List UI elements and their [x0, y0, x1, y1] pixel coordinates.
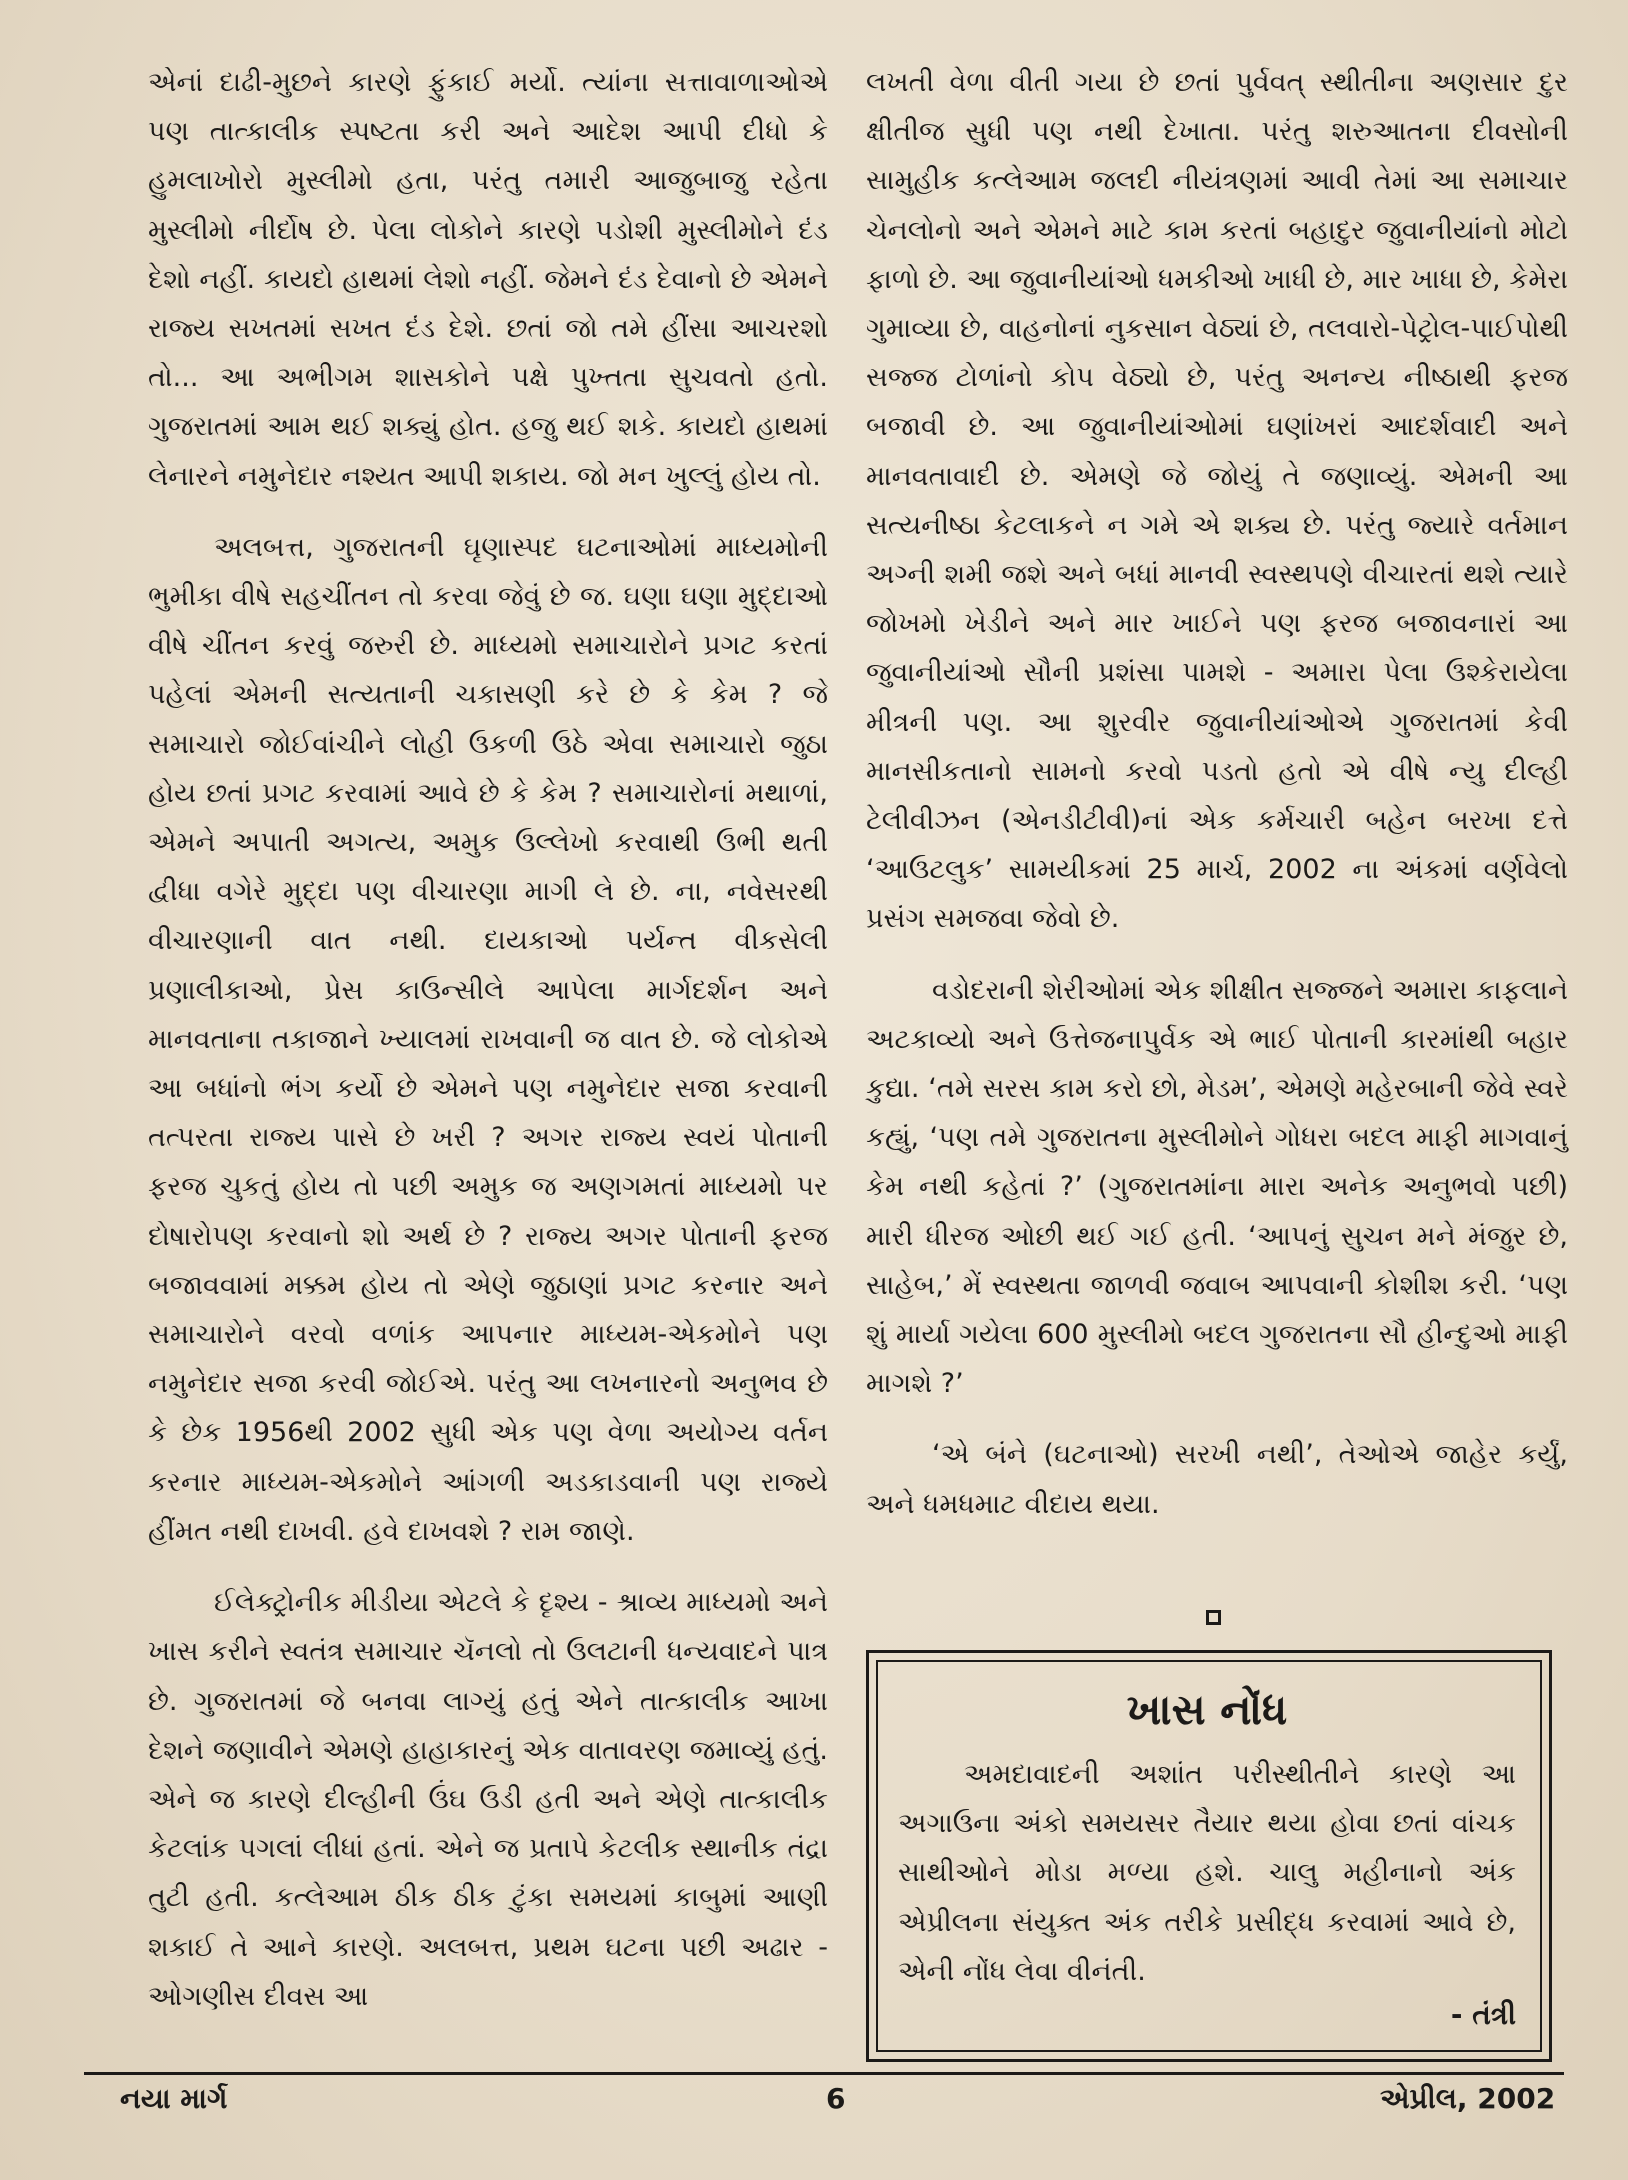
special-notice-body: અમદાવાદની અશાંત પરીસ્થીતીને કારણે આ અગાઉના અંકો સમયસર તૈયાર થયા હોવા છતાં વાંચક સાથીઓને મોડા મળ્યા હશે. ચાલુ મહીનાનો અંક એપ્રીલના સંયુક્ત અંક તરીકે પ્રસીદ્ધ કરવામાં આવે છે, એની નોંધ લેવા વીનંતી. [898, 1759, 1516, 1987]
left-paragraph-2: અલબત્ત, ગુજરાતની ઘૃણાસ્પદ ઘટનાઓમાં માધ્યમોની ભુમીકા વીષે સહચીંતન તો કરવા જેવું છે જ. ઘણા ઘણા મુદ્દાઓ વીષે ચીંતન કરવું જરુરી છે. માધ્યમો સમાચારોને પ્રગટ કરતાં પહેલાં એમની સત્યતાની ચકાસણી કરે છે કે કેમ ? જે સમાચારો જોઈવાંચીને લોહી ઉકળી ઉઠે એવા સમાચારો જુઠા હોય છતાં પ્રગટ કરવામાં આવે છે કે કેમ ? સમાચારોનાં મથાળાં, એમને અપાતી અગત્ય, અમુક ઉલ્લેખો કરવાથી ઉભી થતી દ્વીધા વગેરે મુદ્દા પણ વીચારણા માગી લે છે. ના, નવેસરથી વીચારણાની વાત નથી. દાયકાઓ પર્યન્ત વીકસેલી પ્રણાલીકાઓ, પ્રેસ કાઉન્સીલે આપેલા માર્ગદર્શન અને માનવતાના તકાજાને ખ્યાલમાં રાખવાની જ વાત છે. જે લોકોએ આ બધાંનો ભંગ કર્યો છે એમને પણ નમુનેદાર સજા કરવાની તત્પરતા રાજ્ય પાસે છે ખરી ? અગર રાજ્ય સ્વયં પોતાની ફરજ ચુકતું હોય તો પછી અમુક જ અણગમતાં માધ્યમો પર દોષારોપણ કરવાનો શો અર્થ છે ? રાજ્ય અગર પોતાની ફરજ બજાવવામાં મક્કમ હોય તો એણે જુઠાણાં પ્રગટ કરનાર અને સમાચારોને વરવો વળાંક આપનાર માધ્યમ-એકમોને પણ નમુનેદાર સજા કરવી જોઈએ. પરંતુ આ લખનારનો અનુભવ છે કે છેક 1956થી 2002 સુધી એક પણ વેળા અયોગ્ય વર્તન કરનાર માધ્યમ-એકમોને આંગળી અડકાડવાની પણ રાજ્યે હીંમત નથી દાખવી. હવે દાખવશે ? રામ જાણે. [148, 531, 828, 1547]
left-paragraph-1: એનાં દાઢી-મુછને કારણે ફુંકાઈ મર્યો. ત્યાંના સત્તાવાળાઓએ પણ તાત્કાલીક સ્પષ્ટતા કરી અને આદેશ આપી દીધો કે હુમલાખોરો મુસ્લીમો હતા, પરંતુ તમારી આજુબાજુ રહેતા મુસ્લીમો નીર્દોષ છે. પેલા લોકોને કારણે પડોશી મુસ્લીમોને દંડ દેશો નહીં. કાયદો હાથમાં લેશો નહીં. જેમને દંડ દેવાનો છે એમને રાજ્ય સખતમાં સખત દંડ દેશે. છતાં જો તમે હીંસા આચરશો તો... આ અભીગમ શાસકોને પક્ષે પુખ્તતા સુચવતો હતો. ગુજરાતમાં આમ થઈ શક્યું હોત. હજુ થઈ શકે. કાયદો હાથમાં લેનારને નમુનેદાર નશ્યત આપી શકાય. જો મન ખુલ્લું હોય તો. [148, 67, 828, 492]
footer-issue-date: એપ્રીલ, 2002 [1380, 2082, 1556, 2115]
article-end-mark [1206, 1610, 1221, 1625]
footer-magazine-name: નયા માર્ગ [120, 2082, 228, 2115]
left-paragraph-3: ઈલેક્ટ્રોનીક મીડીયા એટલે કે દૃશ્ય - શ્રાવ્ય માધ્યમો અને ખાસ કરીને સ્વતંત્ર સમાચાર ચૅનલો તો ઉલટાની ધન્યવાદને પાત્ર છે. ગુજરાતમાં જે બનવા લાગ્યું હતું એને તાત્કાલીક આખા દેશને જણાવીને એમણે હાહાકારનું એક વાતાવરણ જમાવ્યું હતું. એને જ કારણે દીલ્હીની ઉંઘ ઉડી હતી અને એણે તાત્કાલીક કેટલાંક પગલાં લીધાં હતાં. એને જ પ્રતાપે કેટલીક સ્થાનીક તંદ્રા તુટી હતી. કત્લેઆમ ઠીક ઠીક ટુંકા સમયમાં કાબુમાં આણી શકાઈ તે આને કારણે. અલબત્ત, પ્રથમ ઘટના પછી અઢાર - ઓગણીસ દીવસ આ [148, 1587, 828, 2012]
special-notice-inner [876, 1660, 1542, 2052]
right-paragraph-3: ‘એ બંને (ઘટનાઓ) સરખી નથી’, તેઓએ જાહેર કર્યું, અને ધમધમાટ વીદાય થયા. [866, 1439, 1568, 1520]
footer-divider [84, 2072, 1564, 2075]
right-column [866, 58, 1568, 1529]
footer-page-number: 6 [826, 2082, 846, 2115]
special-notice-signature: - તંત્રી [1450, 1998, 1516, 2031]
special-notice-box [866, 1650, 1552, 2062]
right-paragraph-2: વડોદરાની શેરીઓમાં એક શીક્ષીત સજ્જને અમારા કાફલાને અટકાવ્યો અને ઉત્તેજનાપુર્વક એ ભાઈ પોતાની કારમાંથી બહાર કુદ્યા. ‘તમે સરસ કામ કરો છો, મેડમ’, એમણે મહેરબાની જેવે સ્વરે કહ્યું, ‘પણ તમે ગુજરાતના મુસ્લીમોને ગોધરા બદલ માફી માગવાનું કેમ નથી કહેતાં ?’ (ગુજરાતમાંના મારા અનેક અનુભવો પછી) મારી ધીરજ ઓછી થઈ ગઈ હતી. ‘આપનું સુચન મને મંજુર છે, સાહેબ,’ મેં સ્વસ્થતા જાળવી જવાબ આપવાની કોશીશ કરી. ‘પણ શું માર્યા ગયેલા 600 મુસ્લીમો બદલ ગુજરાતના સૌ હીન્દુઓ માફી માગશે ?’ [866, 974, 1568, 1400]
special-notice-title: ખાસ નોંધ [1126, 1685, 1288, 1734]
left-column [148, 58, 828, 2021]
right-paragraph-1: લખતી વેળા વીતી ગયા છે છતાં પુર્વવત્ સ્થીતીના અણસાર દુર ક્ષીતીજ સુધી પણ નથી દેખાતા. પરંતુ શરુઆતના દીવસોની સામુહીક કત્લેઆમ જલદી નીયંત્રણમાં આવી તેમાં આ સમાચાર ચેનલોનો અને એમને માટે કામ કરતાં બહાદુર જુવાનીયાંનો મોટો ફાળો છે. આ જુવાનીયાંઓ ધમકીઓ ખાધી છે, માર ખાધા છે, કેમેરા ગુમાવ્યા છે, વાહનોનાં નુકસાન વેઠ્યાં છે, તલવારો-પેટ્રોલ-પાઈપોથી સજ્જ ટોળાંનો કોપ વેઠ્યો છે, પરંતુ અનન્ય નીષ્ઠાથી ફરજ બજાવી છે. આ જુવાનીયાંઓમાં ઘણાંખરાં આદર્શવાદી અને માનવતાવાદી છે. એમણે જે જોયું તે જણાવ્યું. એમની આ સત્યનીષ્ઠા કેટલાકને ન ગમે એ શક્ય છે. પરંતુ જ્યારે વર્તમાન અગ્ની શમી જશે અને બધાં માનવી સ્વસ્થપણે વીચારતાં થશે ત્યારે જોખમો ખેડીને અને માર ખાઈને પણ ફરજ બજાવનારાં આ જુવાનીયાંઓ સૌની પ્રશંસા પામશે - અમારા પેલા ઉશ્કેરાયેલા મીત્રની પણ. આ શુરવીર જુવાનીયાંઓએ ગુજરાતમાં કેવી માનસીકતાનો સામનો કરવો પડતો હતો એ વીષે ન્યુ દીલ્હી ટેલીવીઝન (એનડીટીવી)નાં એક કર્મચારી બહેન બરખા દત્તે ‘આઉટલુક’ સામયીકમાં 25 માર્ચ, 2002 ના અંકમાં વર્ણવેલો પ્રસંગ સમજવા જેવો છે. [866, 67, 1568, 935]
